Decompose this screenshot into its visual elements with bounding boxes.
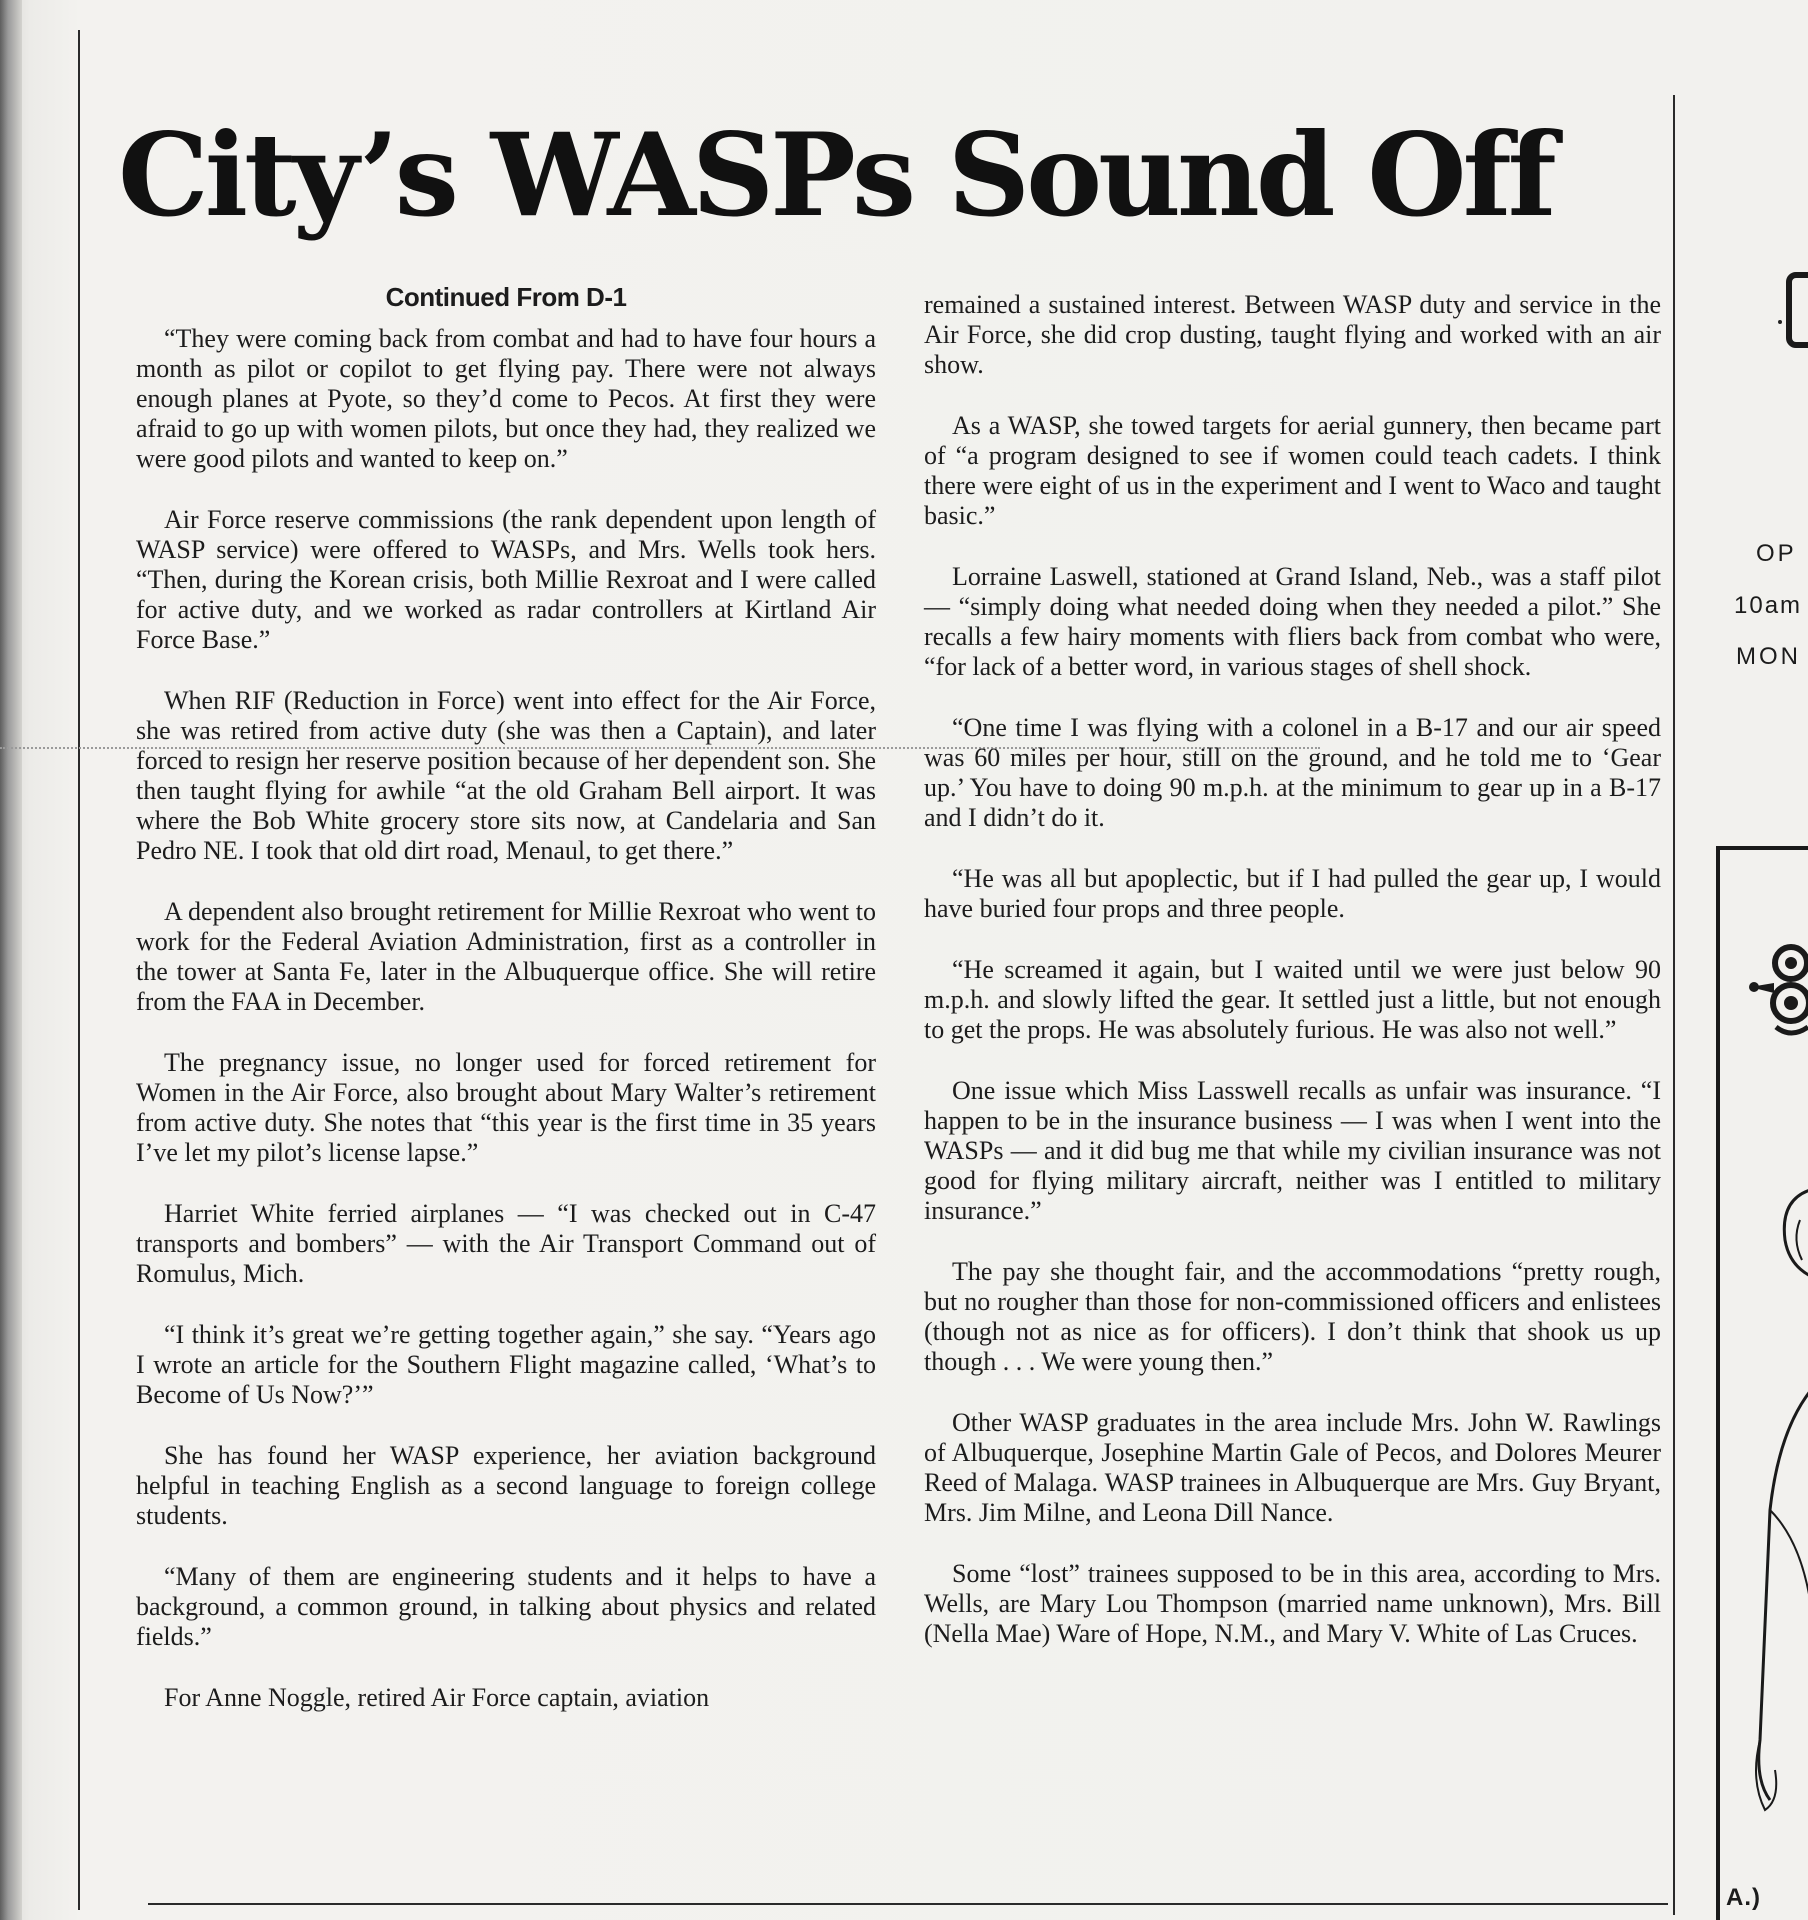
- article-column-right: [924, 290, 1661, 1680]
- headline: City’s WASPs Sound Off: [118, 108, 1553, 242]
- ad-text-line: OP: [1756, 540, 1797, 567]
- paragraph: As a WASP, she towed targets for aerial gunnery, then became part of “a program designed to see if women could teach cadets. I think there were eight of us in the experiment and I went to Waco and taught basic.”: [924, 411, 1661, 530]
- paragraph: “They were coming back from combat and had to have four hours a month as pilot or copilot to get flying pay. There were not always enough planes at Pyote, so they’d come to Pecos. At first they were afraid to go up with women pilots, but once they had, they realized we were good pilots and wanted to keep on.”: [136, 324, 876, 473]
- article-column-left: [136, 282, 876, 1744]
- paragraph: One issue which Miss Lasswell recalls as unfair was insurance. “I happen to be in the insurance business — I was when I went into the WASPs — and it did bug me that while my civilian insurance was not good for flying military aircraft, neither was I entitled to military insurance.”: [924, 1076, 1661, 1225]
- paragraph: When RIF (Reduction in Force) went into effect for the Air Force, she was retired from active duty (she was then a Captain), and later forced to resign her reserve position because of her dependent son. She then taught flying for awhile “at the old Graham Bell airport. It was where the Bob White grocery store sits now, at Candelaria and San Pedro NE. I took that old dirt road, Menaul, to get there.”: [136, 686, 876, 865]
- ad-dot: [1778, 320, 1782, 324]
- paragraph: Other WASP graduates in the area include Mrs. John W. Rawlings of Albuquerque, Josephine Martin Gale of Pecos, and Dolores Meurer Reed of Malaga. WASP trainees in Albuquerque are Mrs. Guy Bryant, Mrs. Jim Milne, and Leona Dill Nance.: [924, 1408, 1661, 1527]
- ornament-icon: [1746, 935, 1808, 1045]
- paragraph: “Many of them are engineering students and it helps to have a background, a common ground, in talking about physics and related fields.”: [136, 1562, 876, 1651]
- paragraph: The pregnancy issue, no longer used for forced retirement for Women in the Air Force, also brought about Mary Walter’s retirement from active duty. She notes that “this year is the first time in 35 years I’ve let my pilot’s license lapse.”: [136, 1048, 876, 1167]
- paragraph: The pay she thought fair, and the accommodations “pretty rough, but no rougher than those for non-commissioned officers and enlistees (though not as nice as for officers). I don’t think that shook us up though . . . We were young then.”: [924, 1257, 1661, 1376]
- paragraph: A dependent also brought retirement for Millie Rexroat who went to work for the Federal Aviation Administration, first as a controller in the tower at Santa Fe, later in the Albuquerque office. She will retire from the FAA in December.: [136, 897, 876, 1016]
- ad-text-line: 10am: [1734, 592, 1803, 619]
- bottom-rule: [148, 1903, 1668, 1905]
- paragraph: “One time I was flying with a colonel in a B-17 and our air speed was 60 miles per hour, still on the ground, and he told me to ‘Gear up.’ You have to doing 90 m.p.h. at the minimum to gear up in a B-17 and I didn’t do it.: [924, 713, 1661, 832]
- paragraph: For Anne Noggle, retired Air Force captain, aviation: [164, 1683, 710, 1712]
- adjacent-advertisement: [1690, 0, 1808, 1920]
- ad-footer-text: A.): [1726, 1884, 1761, 1911]
- binding-shadow: [0, 0, 22, 1920]
- paragraph: remained a sustained interest. Between WASP duty and service in the Air Force, she did crop dusting, taught flying and worked with an air show.: [924, 290, 1661, 379]
- paragraph: “I think it’s great we’re getting together again,” she say. “Years ago I wrote an article for the Southern Flight magazine called, ‘What’s to Become of Us Now?’”: [136, 1320, 876, 1409]
- left-column-rule: [78, 30, 80, 1910]
- ad-logo-box: [1786, 272, 1808, 348]
- paragraph: Air Force reserve commissions (the rank dependent upon length of WASP service) were offered to WASPs, and Mrs. Wells took hers. “Then, during the Korean crisis, both Millie Rexroat and I were called for active duty, and we worked as radar controllers at Kirtland Air Force Base.”: [136, 505, 876, 654]
- paragraph: Harriet White ferried airplanes — “I was checked out in C-47 transports and bombers” — with the Air Transport Command out of Romulus, Mich.: [136, 1199, 876, 1288]
- ad-text-line: MON: [1736, 643, 1801, 670]
- paragraph: “He screamed it again, but I waited until we were just below 90 m.p.h. and slowly lifted the gear. It settled just a little, but not enough to get the props. He was absolutely furious. He was also not well.”: [924, 955, 1661, 1044]
- paragraph: Some “lost” trainees supposed to be in this area, according to Mrs. Wells, are Mary Lou Thompson (married name unknown), Mrs. Bill (Nella Mae) Ware of Hope, N.M., and Mary V. White of Las Cruces.: [924, 1559, 1661, 1648]
- paragraph: She has found her WASP experience, her aviation background helpful in teaching English as a second language to foreign college students.: [136, 1441, 876, 1530]
- continued-from-label: Continued From D-1: [385, 282, 627, 312]
- right-column-rule: [1673, 95, 1675, 1915]
- paragraph: Lorraine Laswell, stationed at Grand Island, Neb., was a staff pilot — “simply doing what needed doing when they needed a pilot.” She recalls a few hairy moments with fliers back from combat who were, “for lack of a better word, in various stages of shell shock.: [924, 562, 1661, 681]
- paragraph: “He was all but apoplectic, but if I had pulled the gear up, I would have buried four props and three people.: [924, 864, 1661, 923]
- fashion-figure-icon: [1740, 1180, 1808, 1880]
